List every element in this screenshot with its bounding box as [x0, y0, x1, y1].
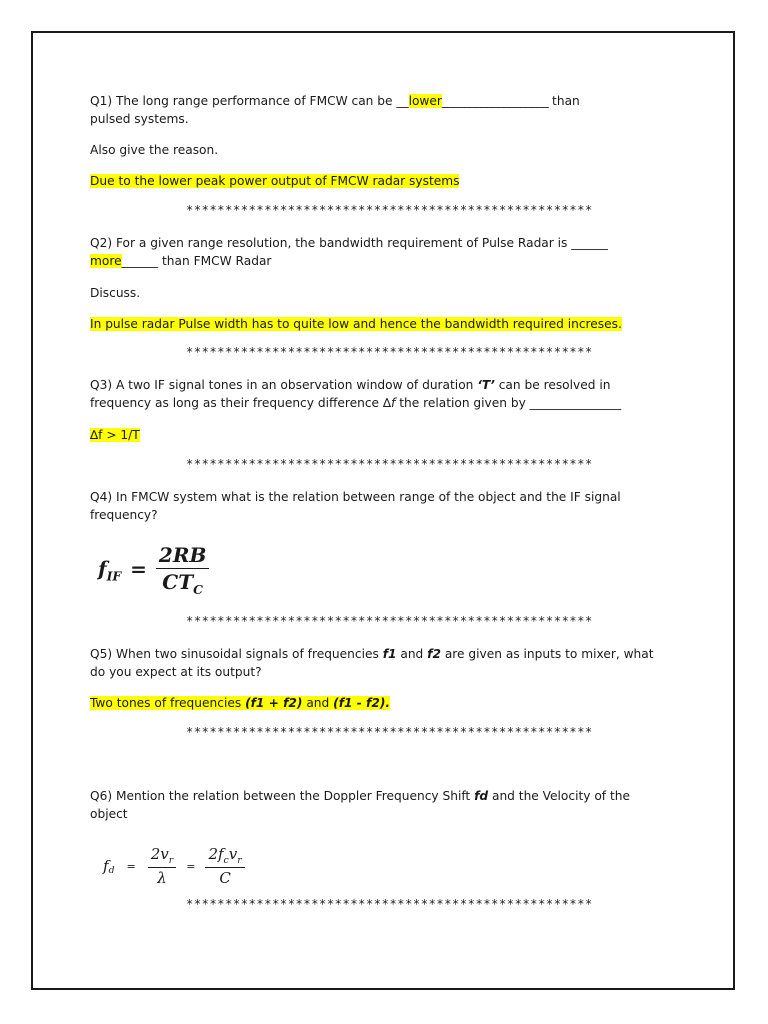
- q6-formula-fraction-2: [205, 845, 244, 887]
- q4-formula-den-sub: C: [193, 582, 203, 597]
- q6-formula-num-2-text: 2f: [208, 845, 224, 863]
- separator: ****************************************************: [186, 203, 593, 217]
- q5-answer-diff: (f1 - f2).: [333, 696, 391, 710]
- q6-formula-num-1: [148, 845, 176, 868]
- q3-text: can be resolved in: [494, 378, 611, 392]
- q3-text: the relation given by _______________: [395, 396, 622, 410]
- q1-question-line2: pulsed systems.: [90, 112, 189, 126]
- q6-formula-lhs: f: [103, 857, 109, 875]
- q1-reason-line: [90, 172, 677, 190]
- q4-formula-fraction: [156, 543, 209, 597]
- q6-formula-num-1-sub: r: [168, 855, 174, 866]
- q5-answer-line: [90, 694, 677, 712]
- q1-question: [90, 92, 677, 110]
- q6-text: and the Velocity of the: [488, 789, 630, 803]
- q3-answer-highlight: ∆f > 1/T: [90, 428, 140, 442]
- q6-question-line2: object: [90, 807, 128, 821]
- separator: ****************************************************: [186, 345, 593, 359]
- q6-formula-lhs-sub: d: [108, 864, 115, 876]
- q4-formula-lhs: f: [98, 556, 107, 581]
- q5-f1: f1: [382, 647, 397, 661]
- q3-text: frequency as long as their frequency difference: [90, 396, 383, 410]
- q5-answer-text: and: [302, 696, 334, 710]
- q6-formula-den-1: λ: [157, 869, 167, 887]
- q2-question: Q2) For a given range resolution, the bandwidth requirement of Pulse Radar is ______: [90, 236, 608, 250]
- q5-text: are given as inputs to mixer, what: [440, 647, 654, 661]
- q4-question: Q4) In FMCW system what is the relation between range of the object and the IF signal: [90, 490, 621, 504]
- q6-fd: fd: [474, 789, 489, 803]
- q3-duration-symbol: ‘T’: [477, 378, 495, 392]
- q5-answer-highlight: [90, 696, 390, 710]
- q4-formula-lhs-sub: IF: [106, 568, 122, 584]
- q6-formula-num-2-sub-c: c: [223, 855, 229, 866]
- q4-formula-denominator: [162, 569, 203, 597]
- q6-formula-equals-1: =: [126, 859, 136, 873]
- q5-text: and: [396, 647, 428, 661]
- q5-answer-sum: (f1 + f2): [245, 696, 303, 710]
- q5-text: Q5) When two sinusoidal signals of frequencies: [90, 647, 383, 661]
- q1-suffix: than: [548, 94, 580, 108]
- q2-reason-line: [90, 315, 677, 333]
- separator: ****************************************************: [186, 457, 593, 471]
- q6-formula-fraction-1: [148, 845, 176, 887]
- q1-text: Q1) The long range performance of FMCW can be __: [90, 94, 409, 108]
- q2-text: ______ than FMCW Radar: [121, 254, 272, 268]
- q2-question-line2: [90, 252, 677, 270]
- q6-formula: [103, 845, 245, 887]
- q2-reason-highlight: In pulse radar Pulse width has to quite low and hence the bandwidth required increses.: [90, 317, 622, 331]
- separator: ****************************************************: [186, 725, 593, 739]
- q1-blank: ___________________: [441, 94, 549, 108]
- q6-formula-num-1-text: 2v: [150, 845, 169, 863]
- q3-question-line2: [90, 394, 677, 412]
- q3-text: Q3) A two IF signal tones in an observation window of duration: [90, 378, 478, 392]
- q4-formula-den-text: CT: [162, 570, 194, 594]
- q6-formula-den-2: C: [219, 869, 231, 887]
- q4-formula-equals: =: [130, 556, 147, 581]
- q3-answer-line: [90, 426, 677, 444]
- q2-answer-highlight: more: [90, 254, 122, 268]
- q4-question-line2: frequency?: [90, 508, 158, 522]
- q2-prompt: Discuss.: [90, 286, 141, 300]
- q3-delta-f-symbol: ∆f: [382, 396, 396, 410]
- q6-formula-num-2-v: v: [228, 845, 238, 863]
- q6-text: Q6) Mention the relation between the Doppler Frequency Shift: [90, 789, 475, 803]
- q1-reason-highlight: Due to the lower peak power output of FMCW radar systems: [90, 174, 460, 188]
- separator: ****************************************************: [186, 614, 593, 628]
- q6-question: [90, 787, 677, 805]
- q1-prompt: Also give the reason.: [90, 143, 219, 157]
- q1-answer-highlight: lower: [408, 94, 442, 108]
- q6-formula-num-2: [205, 845, 244, 868]
- q4-formula: [98, 543, 209, 597]
- separator: ****************************************************: [186, 897, 593, 911]
- q5-question: [90, 645, 677, 663]
- q5-question-line2: do you expect at its output?: [90, 665, 262, 679]
- q5-answer-text: Two tones of frequencies: [90, 696, 246, 710]
- q6-formula-num-2-sub-r: r: [237, 855, 242, 866]
- q3-question: [90, 376, 677, 394]
- q4-formula-numerator: 2RB: [156, 543, 209, 569]
- q6-formula-equals-2: =: [186, 859, 196, 873]
- q5-f2: f2: [427, 647, 441, 661]
